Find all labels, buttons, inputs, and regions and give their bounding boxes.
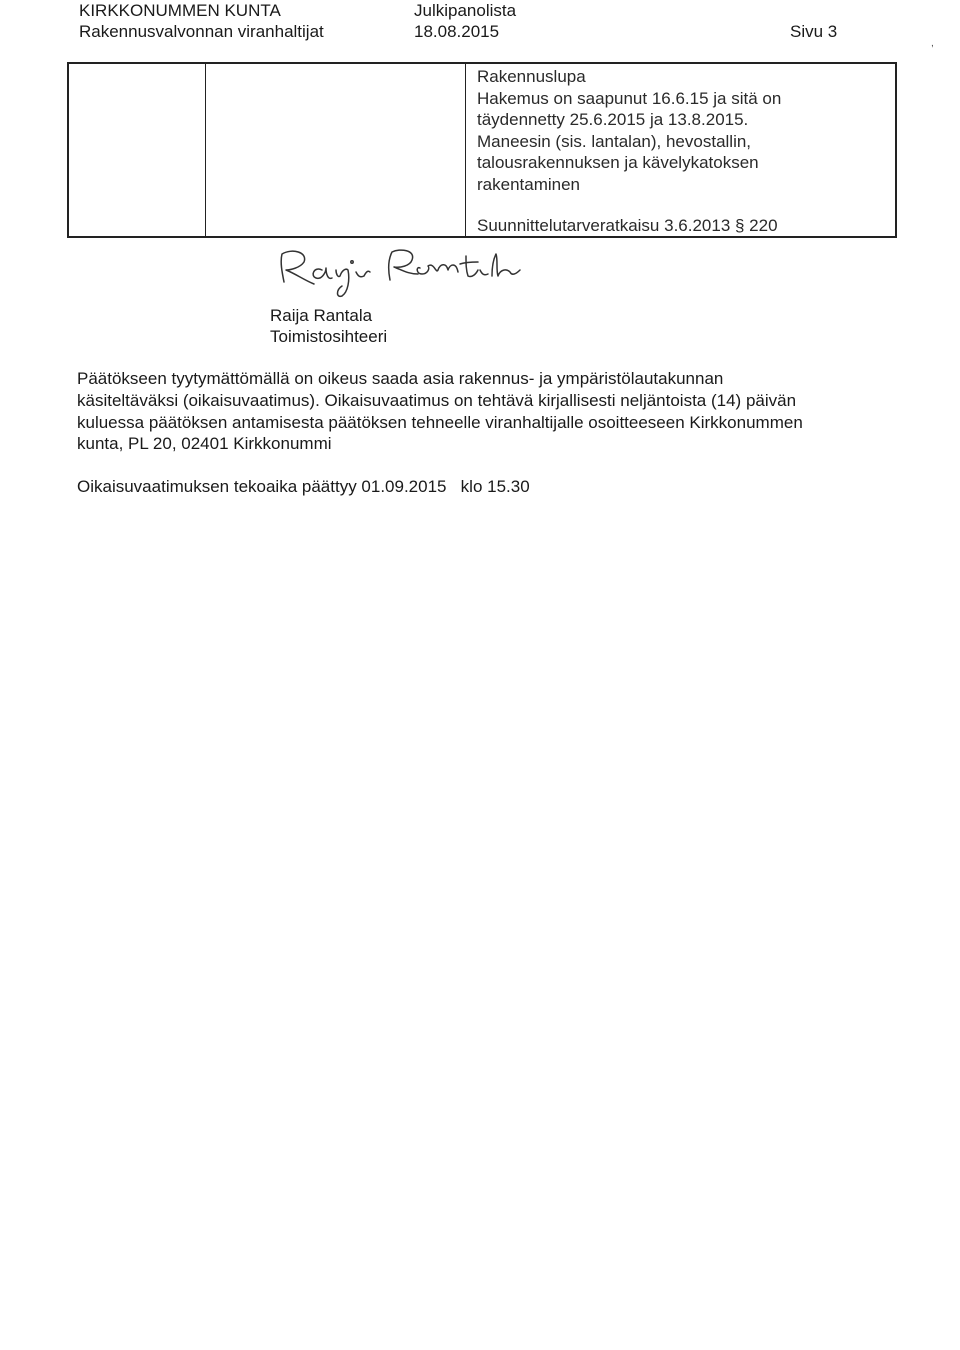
signer-title: Toimistosihteeri <box>270 327 388 346</box>
page-number: Sivu 3 <box>790 22 838 41</box>
case-line: rakentaminen <box>477 174 581 194</box>
case-line: Hakemus on saapunut 16.6.15 ja sitä on <box>477 88 782 108</box>
signature-image <box>270 240 530 300</box>
signer-name: Raija Rantala <box>270 306 373 325</box>
appeal-deadline: Oikaisuvaatimuksen tekoaika päättyy 01.09.2015 klo 15.30 <box>77 477 530 496</box>
case-description <box>477 66 887 195</box>
scan-mark: , <box>931 38 934 49</box>
appeal-line: kuluessa päätöksen antamisesta päätöksen tehneelle viranhaltijalle osoitteeseen Kirkkonummen <box>77 412 803 432</box>
handwritten-signature <box>270 240 530 305</box>
appeal-instructions <box>77 368 907 455</box>
department-name: Rakennusvalvonnan viranhaltijat <box>79 22 324 41</box>
appeal-line: käsiteltäväksi (oikaisuvaatimus). Oikaisuvaatimus on tehtävä kirjallisesti neljäntoista (14) päivän <box>77 390 797 410</box>
case-line: Maneesin (sis. lantalan), hevostallin, <box>477 131 752 151</box>
document-type: Julkipanolista <box>414 1 517 20</box>
appeal-line: Päätökseen tyytymättömällä on oikeus saada asia rakennus- ja ympäristölautakunnan <box>77 369 724 388</box>
appeal-line: kunta, PL 20, 02401 Kirkkonummi <box>77 434 332 454</box>
case-line: Rakennuslupa <box>477 67 586 86</box>
table-divider <box>465 64 466 236</box>
table-divider <box>205 64 206 236</box>
case-line: täydennetty 25.6.2015 ja 13.8.2015. <box>477 110 749 129</box>
organization-name: KIRKKONUMMEN KUNTA <box>79 1 281 20</box>
case-reference: Suunnittelutarveratkaisu 3.6.2013 § 220 <box>477 216 778 235</box>
document-date: 18.08.2015 <box>414 22 500 41</box>
case-line: talousrakennuksen ja kävelykatoksen <box>477 153 759 172</box>
case-table <box>67 62 897 238</box>
